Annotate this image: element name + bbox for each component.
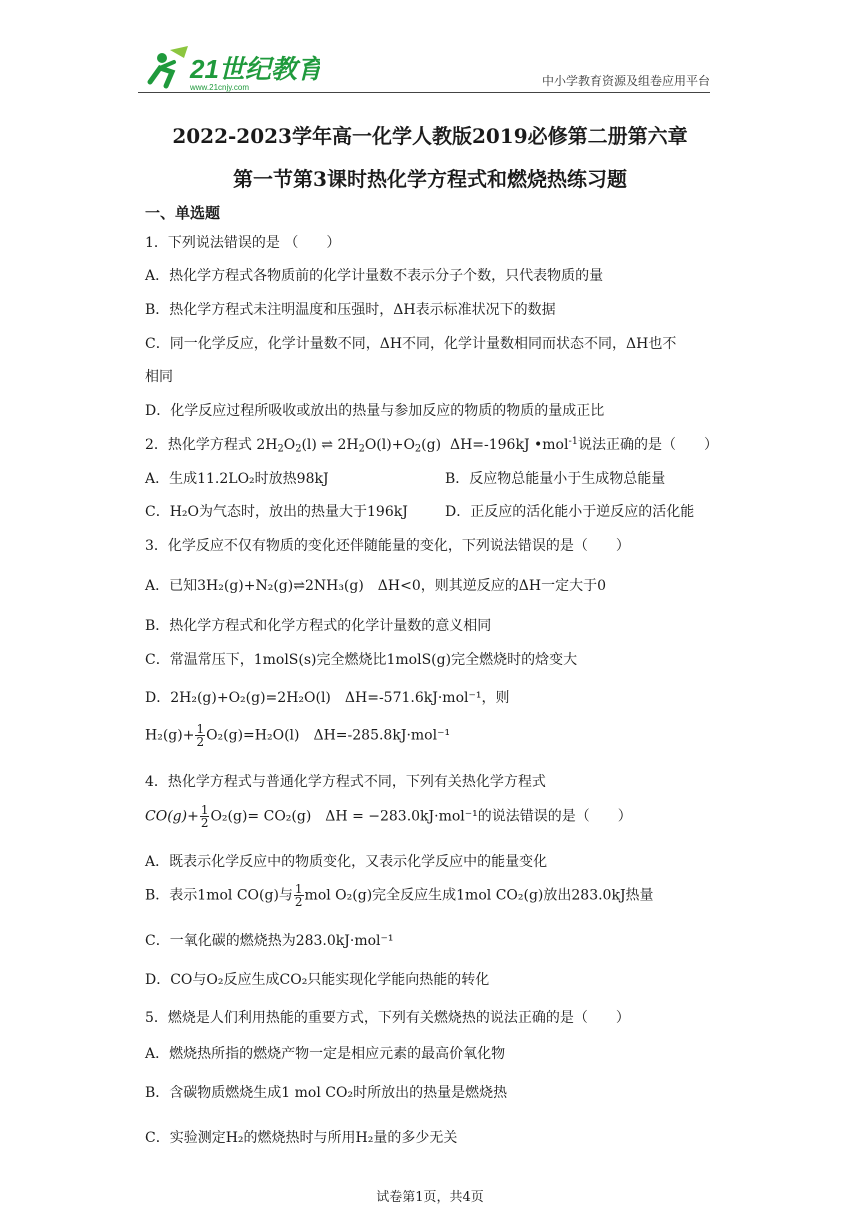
question-4-option-d: D．CO与O₂反应生成CO₂只能实现化学能向热能的转化 — [145, 972, 490, 988]
question-4-option-c: C．一氧化碳的燃烧热为283.0kJ·mol⁻¹ — [145, 933, 394, 949]
question-1-stem: 1．下列说法错误的是 （ ） — [145, 235, 341, 251]
header-divider — [138, 92, 710, 93]
section-heading: 一、单选题 — [145, 204, 221, 222]
question-5-stem: 5．燃烧是人们利用热能的重要方式，下列有关燃烧热的说法正确的是（ ） — [145, 1010, 630, 1026]
question-2-option-a: A．生成11.2LO₂时放热98kJ — [145, 471, 329, 487]
question-4-option-a: A．既表示化学反应中的物质变化，又表示化学反应中的能量变化 — [145, 854, 548, 870]
page-title-line-2: 第一节第3课时热化学方程式和燃烧热练习题 — [233, 167, 627, 191]
question-1-option-c-cont: 相同 — [145, 369, 173, 385]
question-1-option-b: B．热化学方程式未注明温度和压强时，ΔH表示标准状况下的数据 — [145, 302, 556, 318]
svg-text:www.21cnjy.com: www.21cnjy.com — [190, 83, 249, 92]
page-title-line-1: 2022-2023学年高一化学人教版2019必修第二册第六章 — [172, 124, 688, 148]
page-footer: 试卷第1页，共4页 — [376, 1190, 484, 1205]
question-2-option-c: C．H₂O为气态时，放出的热量大于196kJ — [145, 504, 408, 520]
question-2-option-b: B．反应物总能量小于生成物总能量 — [445, 471, 666, 487]
question-1-option-c: C．同一化学反应，化学计量数不同，ΔH不同，化学计量数相同而状态不同，ΔH也不 — [145, 336, 677, 352]
question-4-equation: CO(g)+ $\frac{1}{2}$ O₂(g)= CO₂(g) ΔH = −283.0kJ·mol⁻¹的说法错误的是（ ） — [145, 803, 632, 830]
fraction: $\frac{1}{2}$ — [294, 882, 303, 909]
question-5-option-a: A．燃烧热所指的燃烧产物一定是相应元素的最高价氧化物 — [145, 1046, 506, 1062]
question-5-option-c: C．实验测定H₂的燃烧热时与所用H₂量的多少无关 — [145, 1130, 458, 1146]
question-1-option-a: A．热化学方程式各物质前的化学计量数不表示分子个数，只代表物质的量 — [145, 268, 604, 284]
platform-name: 中小学教育资源及组卷应用平台 — [541, 74, 710, 88]
question-3-option-d-equation: H₂(g)+ $\frac{1}{2}$ O₂(g)=H₂O(l) ΔH=-285.8kJ·mol⁻¹ — [145, 722, 451, 749]
question-2-option-d: D．正反应的活化能小于逆反应的活化能 — [445, 504, 695, 520]
question-3-option-b: B．热化学方程式和化学方程式的化学计量数的意义相同 — [145, 618, 492, 634]
logo — [140, 42, 320, 94]
fraction: $\frac{1}{2}$ — [196, 722, 205, 749]
question-5-option-b: B．含碳物质燃烧生成1 mol CO₂时所放出的热量是燃烧热 — [145, 1085, 508, 1101]
question-4-option-b: B．表示1mol CO(g)与 $\frac{1}{2}$ mol O₂(g)完全反应生成1mol CO₂(g)放出283.0kJ热量 — [145, 882, 654, 909]
question-3-option-c: C．常温常压下，1molS(s)完全燃烧比1molS(g)完全燃烧时的焓变大 — [145, 652, 578, 668]
svg-text:21世纪教育: 21世纪教育 — [190, 54, 320, 84]
runner-logo-icon — [140, 42, 320, 94]
question-1-option-d: D．化学反应过程所吸收或放出的热量与参加反应的物质的物质的量成正比 — [145, 403, 605, 419]
question-2-stem: 2．热化学方程式 $2H_2O_2(l)$ ⇌ $2H_2O(l)+O_2(g)$ ΔH=-196kJ •mol$^{-1}$说法正确的是（ ） — [145, 436, 718, 455]
question-3-option-a: A．已知3H₂(g)+N₂(g)⇌2NH₃(g) ΔH<0，则其逆反应的ΔH一定大于0 — [145, 578, 607, 594]
question-3-stem: 3．化学反应不仅有物质的变化还伴随能量的变化，下列说法错误的是（ ） — [145, 538, 630, 554]
question-4-stem: 4．热化学方程式与普通化学方程式不同，下列有关热化学方程式 — [145, 774, 546, 790]
question-3-option-d: D．2H₂(g)+O₂(g)=2H₂O(l) ΔH=-571.6kJ·mol⁻¹，则 — [145, 690, 510, 706]
fraction: $\frac{1}{2}$ — [200, 803, 209, 830]
